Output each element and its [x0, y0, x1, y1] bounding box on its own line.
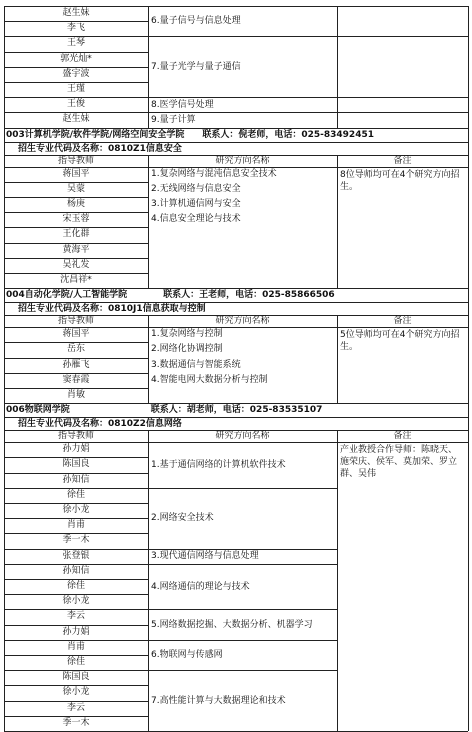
table-column-rule [4, 128, 5, 142]
research-direction: 5.网络数据挖掘、大数据分析、机器学习 [151, 619, 313, 630]
table-column-rule [4, 6, 5, 128]
table-column-rule [148, 315, 149, 403]
teacher-name: 吴礼发 [62, 259, 90, 270]
table-rule [148, 609, 337, 610]
research-direction: 7.高性能计算与大数据理论和技术 [151, 695, 286, 706]
table-column-rule [468, 128, 469, 142]
research-direction: 2.网络安全技术 [151, 513, 214, 524]
teacher-name: 黄海平 [62, 244, 90, 255]
teacher-name: 孙雁飞 [62, 359, 90, 370]
remark-text: 8位导师均可在4个研究方向招生。 [340, 169, 460, 192]
college-header: 004自动化学院/人工智能学院 联系人：王老师，电话：025-85866506 [6, 290, 335, 301]
table-rule [148, 670, 337, 671]
column-header-direction: 研究方向名称 [215, 316, 270, 327]
table-rule [4, 640, 148, 641]
table-rule [4, 655, 148, 656]
table-rule [4, 243, 148, 244]
teacher-name: 杨庚 [66, 199, 85, 209]
table-column-rule [4, 417, 5, 430]
table-rule [4, 473, 148, 474]
teacher-name: 李云 [66, 611, 85, 622]
research-direction: 1.复杂网络与混沌信息安全技术 [151, 168, 277, 179]
table-rule [4, 6, 148, 7]
table-column-rule [148, 430, 149, 731]
teacher-name: 徐小龙 [62, 687, 90, 698]
table-column-rule [468, 417, 469, 430]
column-header-teacher: 指导教师 [57, 155, 94, 166]
research-direction: 4.智能电网大数据分析与控制 [151, 374, 268, 385]
table-rule [4, 358, 148, 359]
table-column-rule [4, 302, 5, 315]
research-direction: 4.信息安全理论与技术 [151, 214, 241, 225]
college-header: 003计算机学院/软件学院/网络空间安全学院 联系人：倪老师，电话：025-83492451 [6, 129, 374, 140]
table-column-rule [4, 403, 5, 417]
table-column-rule [468, 142, 469, 155]
table-column-rule [468, 288, 469, 302]
teacher-name: 岳东 [66, 344, 85, 355]
table-rule [148, 36, 468, 37]
table-rule [148, 97, 468, 98]
teacher-name: 徐佳 [66, 657, 85, 667]
table-rule [4, 579, 148, 580]
teacher-name: 孙力娟 [62, 444, 90, 455]
research-direction: 3.现代通信网络与信息处理 [151, 551, 259, 562]
teacher-name: 李云 [66, 702, 85, 713]
teacher-name: 郭光灿* [60, 53, 92, 64]
table-rule [4, 549, 148, 550]
table-rule [148, 549, 337, 550]
research-direction: 6.物联网与传感网 [151, 650, 223, 660]
major-title: 招生专业代码及名称：0810Z2信息网络 [18, 419, 182, 430]
table-rule [148, 112, 468, 113]
research-direction: 3.计算机通信网与安全 [151, 199, 241, 209]
research-direction: 2.无线网络与信息安全 [151, 183, 241, 194]
teacher-name: 王俊 [66, 99, 85, 110]
table-column-rule [337, 315, 338, 403]
teacher-name: 肖甫 [66, 520, 85, 531]
teacher-name: 肖敏 [66, 390, 85, 400]
table-rule [4, 197, 148, 198]
column-header-note: 备注 [393, 431, 412, 442]
table-rule [4, 701, 148, 702]
table-column-rule [148, 155, 149, 289]
teacher-name: 徐佳 [66, 581, 85, 591]
table-rule [4, 167, 468, 168]
teacher-name: 孙知信 [62, 474, 90, 485]
research-direction: 1.基于通信网络的计算机软件技术 [151, 460, 286, 470]
teacher-name: 宋玉蓉 [62, 214, 90, 225]
teacher-name: 赵生妹 [62, 114, 90, 125]
research-direction: 6.量子信号与信息处理 [151, 16, 241, 27]
table-rule [4, 388, 148, 389]
table-column-rule [148, 6, 149, 128]
teacher-name: 李飞 [66, 23, 85, 34]
teacher-name: 孙知信 [62, 565, 90, 576]
teacher-name: 沈昌祥* [60, 275, 92, 285]
teacher-name: 吴蒙 [66, 183, 85, 194]
table-column-rule [468, 403, 469, 417]
teacher-name: 王琴 [66, 38, 85, 49]
table-rule [4, 128, 468, 129]
table-column-rule [4, 315, 5, 403]
table-column-rule [468, 155, 469, 289]
table-rule [4, 67, 148, 68]
teacher-name: 赵生妹 [62, 8, 90, 18]
teacher-name: 张登银 [62, 550, 90, 561]
table-rule [4, 273, 148, 274]
remark-text: 产业教授合作导师：陈晓天、施荣庆、侯军、莫加荣、罗立群、吴伟 [340, 445, 458, 480]
table-rule [4, 182, 148, 183]
teacher-name: 徐小龙 [62, 596, 90, 607]
column-header-teacher: 指导教师 [57, 316, 94, 327]
teacher-name: 蒋国平 [62, 329, 90, 340]
table-column-rule [337, 6, 338, 128]
table-column-rule [4, 155, 5, 289]
teacher-name: 陈国良 [62, 459, 90, 470]
table-column-rule [468, 6, 469, 128]
table-rule [148, 640, 337, 641]
teacher-name: 盛宇波 [62, 68, 90, 79]
column-header-note: 备注 [393, 316, 412, 327]
teacher-name: 王化群 [62, 229, 90, 240]
table-column-rule [4, 142, 5, 155]
table-column-rule [337, 155, 338, 289]
college-header: 006物联网学院 联系人：胡老师，电话：025-83535107 [6, 405, 323, 416]
major-title: 招生专业代码及名称：0810Z1信息安全 [18, 143, 182, 154]
table-column-rule [468, 430, 469, 731]
teacher-name: 陈国良 [62, 672, 90, 683]
column-header-direction: 研究方向名称 [215, 431, 270, 442]
table-column-rule [4, 288, 5, 302]
research-direction: 1.复杂网络与控制 [151, 329, 223, 340]
table-rule [4, 625, 148, 626]
research-direction: 2.网络化协调控制 [151, 344, 223, 355]
research-direction: 7.量子光学与量子通信 [151, 61, 241, 72]
table-rule [148, 564, 337, 565]
table-rule [4, 503, 148, 504]
teacher-name: 季一木 [62, 717, 90, 728]
table-rule [4, 258, 148, 259]
teacher-name: 徐佳 [66, 489, 85, 500]
research-direction: 9.量子计算 [151, 115, 196, 125]
research-direction: 4.网络通信的理论与技术 [151, 581, 250, 592]
research-direction: 8.医学信号处理 [151, 99, 214, 110]
table-rule [148, 488, 337, 489]
teacher-name: 徐小龙 [62, 505, 90, 515]
table-rule [148, 6, 468, 7]
table-column-rule [468, 315, 469, 403]
research-direction: 3.数据通信与智能系统 [151, 359, 241, 370]
table-rule [4, 564, 148, 565]
teacher-name: 王瑾 [66, 84, 85, 94]
teacher-name: 孙力娟 [62, 626, 90, 637]
teacher-name: 季一木 [62, 535, 90, 546]
teacher-name: 蒋国平 [62, 168, 90, 179]
table-rule [4, 488, 148, 489]
table-column-rule [468, 302, 469, 315]
table-column-rule [337, 430, 338, 731]
table-column-rule [4, 430, 5, 731]
table-rule [4, 52, 148, 53]
column-header-teacher: 指导教师 [57, 431, 94, 442]
major-title: 招生专业代码及名称：0810J1信息获取与控制 [18, 304, 206, 315]
column-header-direction: 研究方向名称 [215, 155, 270, 166]
teacher-name: 窦春霞 [62, 374, 90, 385]
table-rule [4, 142, 468, 143]
column-header-note: 备注 [393, 155, 412, 166]
table-rule [4, 373, 148, 374]
teacher-name: 肖甫 [66, 641, 85, 652]
table-rule [4, 82, 148, 83]
remark-text: 5位导师均可在4个研究方向招生。 [340, 330, 460, 353]
